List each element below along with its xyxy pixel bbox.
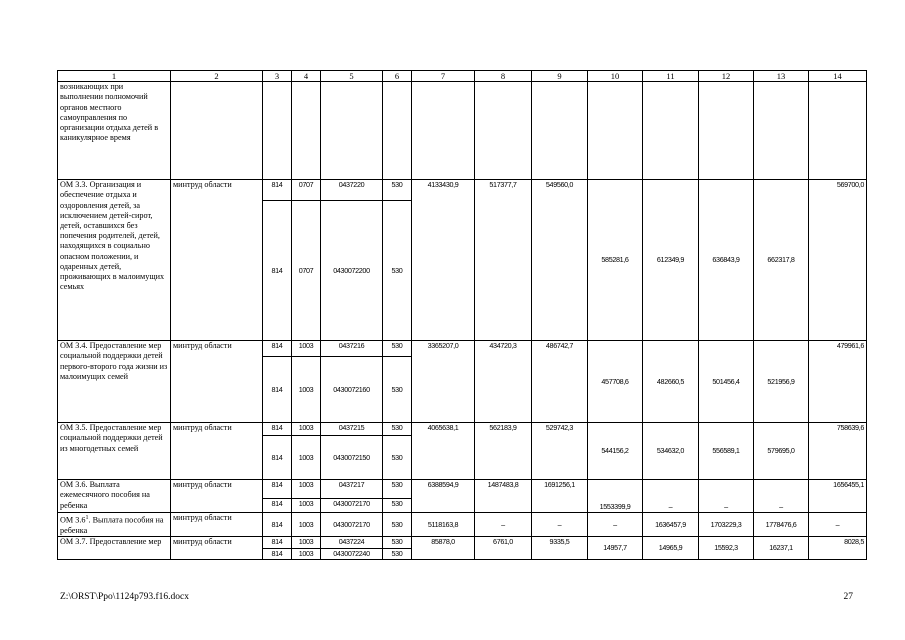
- cell: 530: [383, 499, 412, 513]
- cell: 0430072240: [321, 548, 383, 559]
- om34-resp: минтруд области: [171, 341, 263, 423]
- cell: 1003: [292, 537, 321, 548]
- cell: 1003: [292, 423, 321, 436]
- cell: 1003: [292, 513, 321, 537]
- cell: 14957,7: [588, 537, 643, 559]
- program-table: [57, 70, 867, 560]
- cell: 530: [383, 423, 412, 436]
- cell: 814: [263, 480, 292, 499]
- cell: 1003: [292, 499, 321, 513]
- table-row-om34: [58, 341, 867, 357]
- cell: 0430072160: [321, 357, 383, 423]
- cell: 569700,0: [809, 180, 867, 341]
- cell: 530: [383, 180, 412, 201]
- continuation-text: возникающих при выполнении полномочий органов местного самоуправления по организации отдыха детей в каникулярное время: [58, 82, 171, 180]
- cell: 562183,9: [475, 423, 532, 480]
- cell: 479961,6: [809, 341, 867, 423]
- cell: 1656455,1: [809, 480, 867, 513]
- cell: 14965,9: [643, 537, 699, 559]
- cell: 1553399,9: [588, 480, 643, 513]
- cell: 15592,3: [699, 537, 754, 559]
- cell: 517377,7: [475, 180, 532, 341]
- cell: 4065638,1: [412, 423, 475, 480]
- cell: 814: [263, 513, 292, 537]
- header-cell: 1: [58, 71, 171, 82]
- om33-resp: минтруд области: [171, 180, 263, 341]
- cell: 0430072200: [321, 201, 383, 341]
- table-row-continuation: [58, 82, 867, 180]
- cell: –: [809, 513, 867, 537]
- cell: 85878,0: [412, 537, 475, 559]
- header-cell: 8: [475, 71, 532, 82]
- cell: 1003: [292, 436, 321, 480]
- cell: 0430072170: [321, 513, 383, 537]
- cell: 8028,5: [809, 537, 867, 559]
- table-row-om35: [58, 423, 867, 436]
- cell: 814: [263, 548, 292, 559]
- cell: 530: [383, 341, 412, 357]
- cell: 814: [263, 499, 292, 513]
- cell: 5118163,8: [412, 513, 475, 537]
- cell: 814: [263, 201, 292, 341]
- cell: 585281,6: [588, 180, 643, 341]
- header-cell: 14: [809, 71, 867, 82]
- cell: 530: [383, 357, 412, 423]
- header-row: [58, 71, 867, 82]
- cell: 9335,5: [532, 537, 588, 559]
- om35-resp: минтруд области: [171, 423, 263, 480]
- cell: 530: [383, 548, 412, 559]
- cell: 1703229,3: [699, 513, 754, 537]
- table-row-om37: [58, 537, 867, 548]
- header-cell: 6: [383, 71, 412, 82]
- cell: 0437220: [321, 180, 383, 201]
- cell: 521956,9: [754, 341, 809, 423]
- header-cell: 7: [412, 71, 475, 82]
- cell: 1003: [292, 548, 321, 559]
- om33-desc: ОМ 3.3. Организация и обеспечение отдыха и оздоровления детей, за исключением детей-сирот, детей, оставшихся без попечения родителей, детей, находящихся в социально опасном положении, и одаренных детей, проживающих в малоимущих семьях: [58, 180, 171, 341]
- cell: 814: [263, 423, 292, 436]
- cell: 1003: [292, 480, 321, 499]
- cell: 0437224: [321, 537, 383, 548]
- cell: 3365207,0: [412, 341, 475, 423]
- cell: 662317,8: [754, 180, 809, 341]
- cell: –: [588, 513, 643, 537]
- cell: 556589,1: [699, 423, 754, 480]
- cell: 530: [383, 201, 412, 341]
- cell: 1691256,1: [532, 480, 588, 513]
- cell: –: [475, 513, 532, 537]
- header-cell: 13: [754, 71, 809, 82]
- cell: –: [754, 480, 809, 513]
- cell: 814: [263, 537, 292, 548]
- cell: 1487483,8: [475, 480, 532, 513]
- header-cell: 12: [699, 71, 754, 82]
- header-cell: 5: [321, 71, 383, 82]
- table-row-om361: [58, 513, 867, 537]
- om361-desc: ОМ $3.6^1$. Выплата пособия на ребенка: [58, 513, 171, 537]
- cell: 1636457,9: [643, 513, 699, 537]
- cell: 530: [383, 480, 412, 499]
- cell: 0707: [292, 201, 321, 341]
- om361-resp: минтруд области: [171, 513, 263, 537]
- cell: 16237,1: [754, 537, 809, 559]
- header-cell: 11: [643, 71, 699, 82]
- cell: 434720,3: [475, 341, 532, 423]
- cell: 457708,6: [588, 341, 643, 423]
- footer-file-path: Z:\ORST\Ppo\1124p793.f16.docx: [60, 592, 189, 602]
- cell: 6761,0: [475, 537, 532, 559]
- cell: 486742,7: [532, 341, 588, 423]
- om37-resp: минтруд области: [171, 537, 263, 559]
- cell: 579695,0: [754, 423, 809, 480]
- table-row-om36: [58, 480, 867, 499]
- cell: 814: [263, 357, 292, 423]
- header-cell: 2: [171, 71, 263, 82]
- cell: 534632,0: [643, 423, 699, 480]
- table-row-om33: [58, 180, 867, 201]
- cell: 814: [263, 180, 292, 201]
- cell: 1003: [292, 341, 321, 357]
- cell: 544156,2: [588, 423, 643, 480]
- om36-resp: минтруд области: [171, 480, 263, 513]
- cell: 482660,5: [643, 341, 699, 423]
- om37-desc: ОМ 3.7. Предоставление мер: [58, 537, 171, 559]
- cell: 530: [383, 436, 412, 480]
- cell: 814: [263, 341, 292, 357]
- header-cell: 10: [588, 71, 643, 82]
- cell: 0437217: [321, 480, 383, 499]
- cell: 0437215: [321, 423, 383, 436]
- om36-desc: ОМ 3.6. Выплата ежемесячного пособия на ребенка: [58, 480, 171, 513]
- cell: 529742,3: [532, 423, 588, 480]
- cell: –: [643, 480, 699, 513]
- cell: 0430072150: [321, 436, 383, 480]
- cell: 6388594,9: [412, 480, 475, 513]
- cell: 1778476,6: [754, 513, 809, 537]
- header-cell: 4: [292, 71, 321, 82]
- cell: 4133430,9: [412, 180, 475, 341]
- header-cell: 9: [532, 71, 588, 82]
- cell: 758639,6: [809, 423, 867, 480]
- footer-page-number: 27: [843, 592, 853, 602]
- cell: 530: [383, 537, 412, 548]
- cell: 501456,4: [699, 341, 754, 423]
- cell: –: [532, 513, 588, 537]
- om35-desc: ОМ 3.5. Предоставление мер социальной поддержки детей из многодетных семей: [58, 423, 171, 480]
- cell: 0430072170: [321, 499, 383, 513]
- cell: 636843,9: [699, 180, 754, 341]
- cell: 612349,9: [643, 180, 699, 341]
- cell: 814: [263, 436, 292, 480]
- cell: –: [699, 480, 754, 513]
- cell: 0437216: [321, 341, 383, 357]
- cell: 1003: [292, 357, 321, 423]
- cell: 0707: [292, 180, 321, 201]
- header-cell: 3: [263, 71, 292, 82]
- cell: 530: [383, 513, 412, 537]
- om34-desc: ОМ 3.4. Предоставление мер социальной поддержки детей первого-второго года жизни из малоимущих семей: [58, 341, 171, 423]
- cell: 549560,0: [532, 180, 588, 341]
